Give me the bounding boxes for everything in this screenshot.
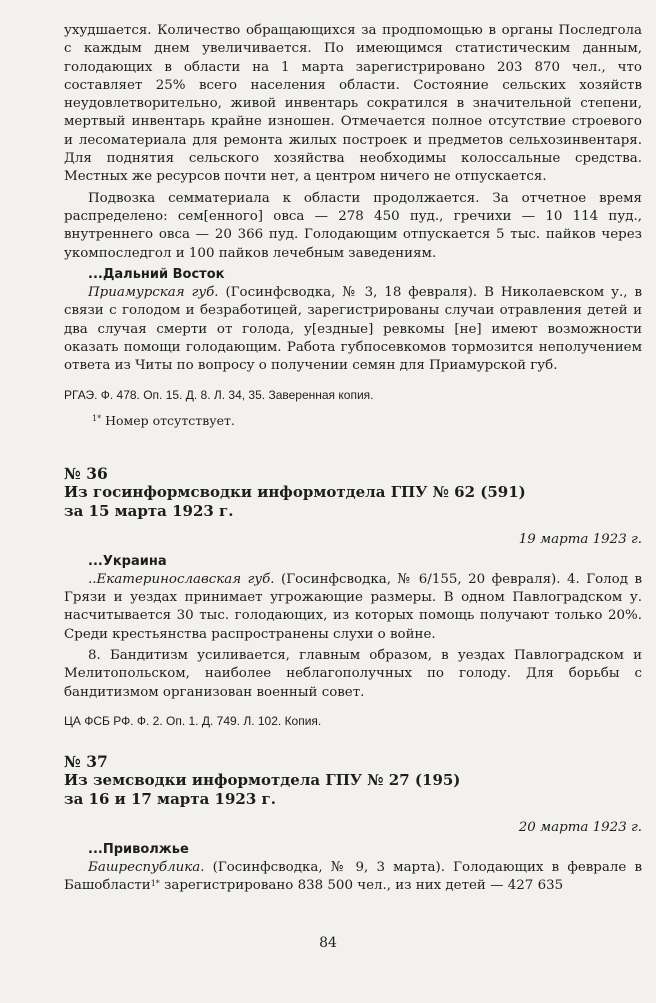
paragraph-text: (Госинфсводка, № 9, 3 марта). Голодающих в феврале в Башобласти [64,859,642,894]
document-title: Из земсводки информотдела ГПУ № 27 (195) [64,771,461,790]
document-page [64,22,642,895]
document-number: № 36 [64,464,108,484]
footnote-text: Номер отсутствует. [101,412,235,428]
region-name: ..Екатеринославская губ. [88,571,275,587]
paragraph: Подвозка семматериала к области продолжается. За отчетное время распределено: сем[енного] овса — 278 450 пуд., гречихи — 10 114 пуд., внутреннего овса — 20 366 пуд. Голодающим отпускается 5 тыс. пайков через укомпоследгол и 100 пайков лечебным заведениям. [64,190,642,261]
paragraph-text: зарегистрировано 838 500 чел., из них детей — 427 635 [159,878,564,894]
footnote-mark: 1* [92,413,102,423]
page-number: 84 [319,935,337,951]
footnote-mark: 1* [150,879,160,889]
region-name: Башреспублика. [88,859,205,875]
paragraph [64,859,642,896]
region-heading: ...Украина [88,553,167,569]
region-heading: ...Приволжье [88,841,189,857]
document-title: за 16 и 17 марта 1923 г. [64,790,276,809]
document-title: Из госинформсводки информотдела ГПУ № 62 (591) [64,483,526,502]
paragraph-text: (Госинфсводка, № 6/155, 20 февраля). 4. Голод в Грязи и уездах принимает угрожающие размеры. В одном Павлоградском у. насчитывается 30 тыс. голодающих, из которых помощь получают только 20%. Среди крестьянства распространены слухи о войне. [64,571,642,642]
archive-source: ЦА ФСБ РФ. Ф. 2. Оп. 1. Д. 749. Л. 102. Копия. [64,713,322,728]
document-date: 19 марта 1923 г. [518,532,642,548]
region-heading: ...Дальний Восток [88,266,225,282]
footnote [92,412,642,430]
archive-source: РГАЭ. Ф. 478. Оп. 15. Д. 8. Л. 34, 35. Заверенная копия. [64,387,374,402]
document-number: № 37 [64,752,108,772]
paragraph [64,284,642,375]
paragraph: 8. Бандитизм усиливается, главным образом, в уездах Павлоградском и Мелитопольском, наиболее неблагополучных по голоду. Для борьбы с бандитизмом организован военный совет. [64,648,642,700]
paragraph: ухудшается. Количество обращающихся за продпомощью в органы Последгола с каждым днем увеличивается. По имеющимся статистическим данным, голодающих в области на 1 марта зарегистрировано 203 870 чел., что составляет 25% всего населения области. Состояние сельских хозяйств неудовлетворительно, живой инвентарь сократился в значительной степени, мертвый инвентарь крайне изношен. Отмечается полное отсутствие строевого и лесоматериала для ремонта жилых построек и предметов сельхозинвентаря. Для поднятия сельского хозяйства необходимы колоссальные средства. Местных же ресурсов почти нет, а центром ничего не отпускается. [64,23,642,185]
document-title: за 15 марта 1923 г. [64,502,234,521]
document-date: 20 марта 1923 г. [518,820,642,836]
region-name: Приамурская губ. [88,285,219,301]
paragraph [64,571,642,644]
paragraph-text: (Госинфсводка, № 3, 18 февраля). В Николаевском у., в связи с голодом и безработицей, зарегистрированы случаи отравления детей и два случая смерти от голода, у[ездные] ревкомы [не] имеют возможности оказать помощи голодающим. Работа губпосевкомов тормозится неполучением ответа из Читы по вопросу о получении семян для Приамурской губ. [64,285,642,374]
